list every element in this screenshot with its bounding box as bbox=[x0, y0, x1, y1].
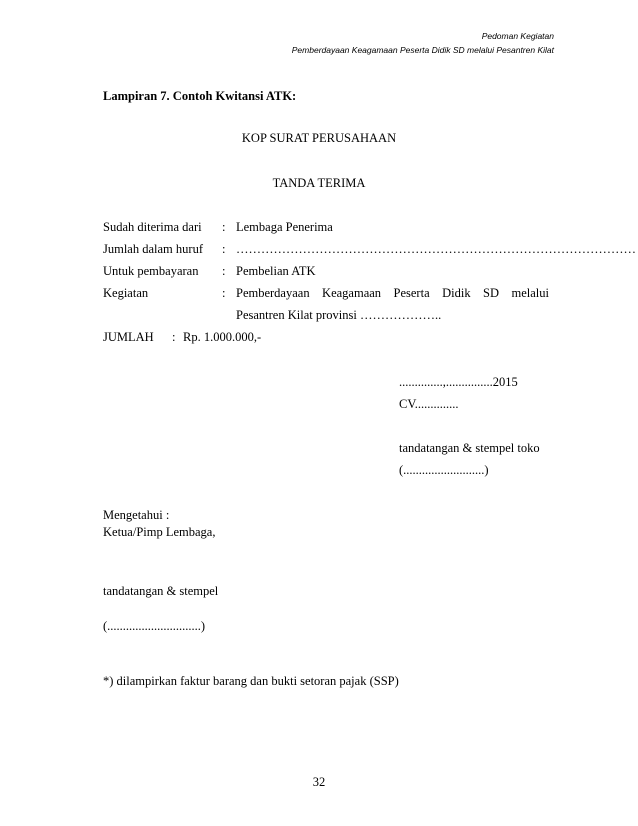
running-header-title: Pedoman Kegiatan bbox=[481, 31, 554, 41]
field-value: …………………………………………………………………………………… bbox=[236, 242, 636, 256]
field-value-continued: Pesantren Kilat provinsi ……………….. bbox=[236, 308, 442, 322]
field-label: Untuk pembayaran bbox=[103, 264, 199, 278]
field-colon: : bbox=[222, 264, 226, 278]
acknowledge-sign-label: tandatangan & stempel bbox=[103, 584, 219, 598]
vendor-date: ..............,...............2015 bbox=[399, 375, 518, 389]
field-value: Pembelian ATK bbox=[236, 264, 316, 278]
running-header-subtitle: Pemberdayaan Keagamaan Peserta Didik SD melalui Pesantren Kilat bbox=[291, 45, 554, 55]
field-colon: : bbox=[222, 286, 226, 300]
vendor-sign-label: tandatangan & stempel toko bbox=[399, 441, 540, 455]
receipt-title: TANDA TERIMA bbox=[272, 176, 366, 190]
field-colon: : bbox=[222, 220, 226, 234]
amount-label: JUMLAH bbox=[103, 330, 154, 344]
acknowledge-title: Mengetahui : bbox=[103, 508, 170, 522]
amount-value: Rp. 1.000.000,- bbox=[183, 330, 262, 344]
field-value: Lembaga Penerima bbox=[236, 220, 333, 234]
vendor-company: CV.............. bbox=[399, 397, 459, 411]
footnote: *) dilampirkan faktur barang dan bukti setoran pajak (SSP) bbox=[103, 674, 399, 688]
field-label: Jumlah dalam huruf bbox=[103, 242, 203, 256]
page-number: 32 bbox=[312, 775, 326, 789]
field-label: Kegiatan bbox=[103, 286, 149, 300]
field-value: Pemberdayaan Keagamaan Peserta Didik SD melalui bbox=[236, 286, 549, 300]
acknowledge-name: (..............................) bbox=[103, 619, 206, 633]
vendor-name: (..........................) bbox=[399, 463, 489, 477]
acknowledge-role: Ketua/Pimp Lembaga, bbox=[103, 525, 216, 539]
field-label: Sudah diterima dari bbox=[103, 220, 202, 234]
amount-colon: : bbox=[172, 330, 176, 344]
letterhead: KOP SURAT PERUSAHAAN bbox=[241, 131, 397, 145]
field-colon: : bbox=[222, 242, 226, 256]
appendix-heading: Lampiran 7. Contoh Kwitansi ATK: bbox=[103, 89, 297, 103]
